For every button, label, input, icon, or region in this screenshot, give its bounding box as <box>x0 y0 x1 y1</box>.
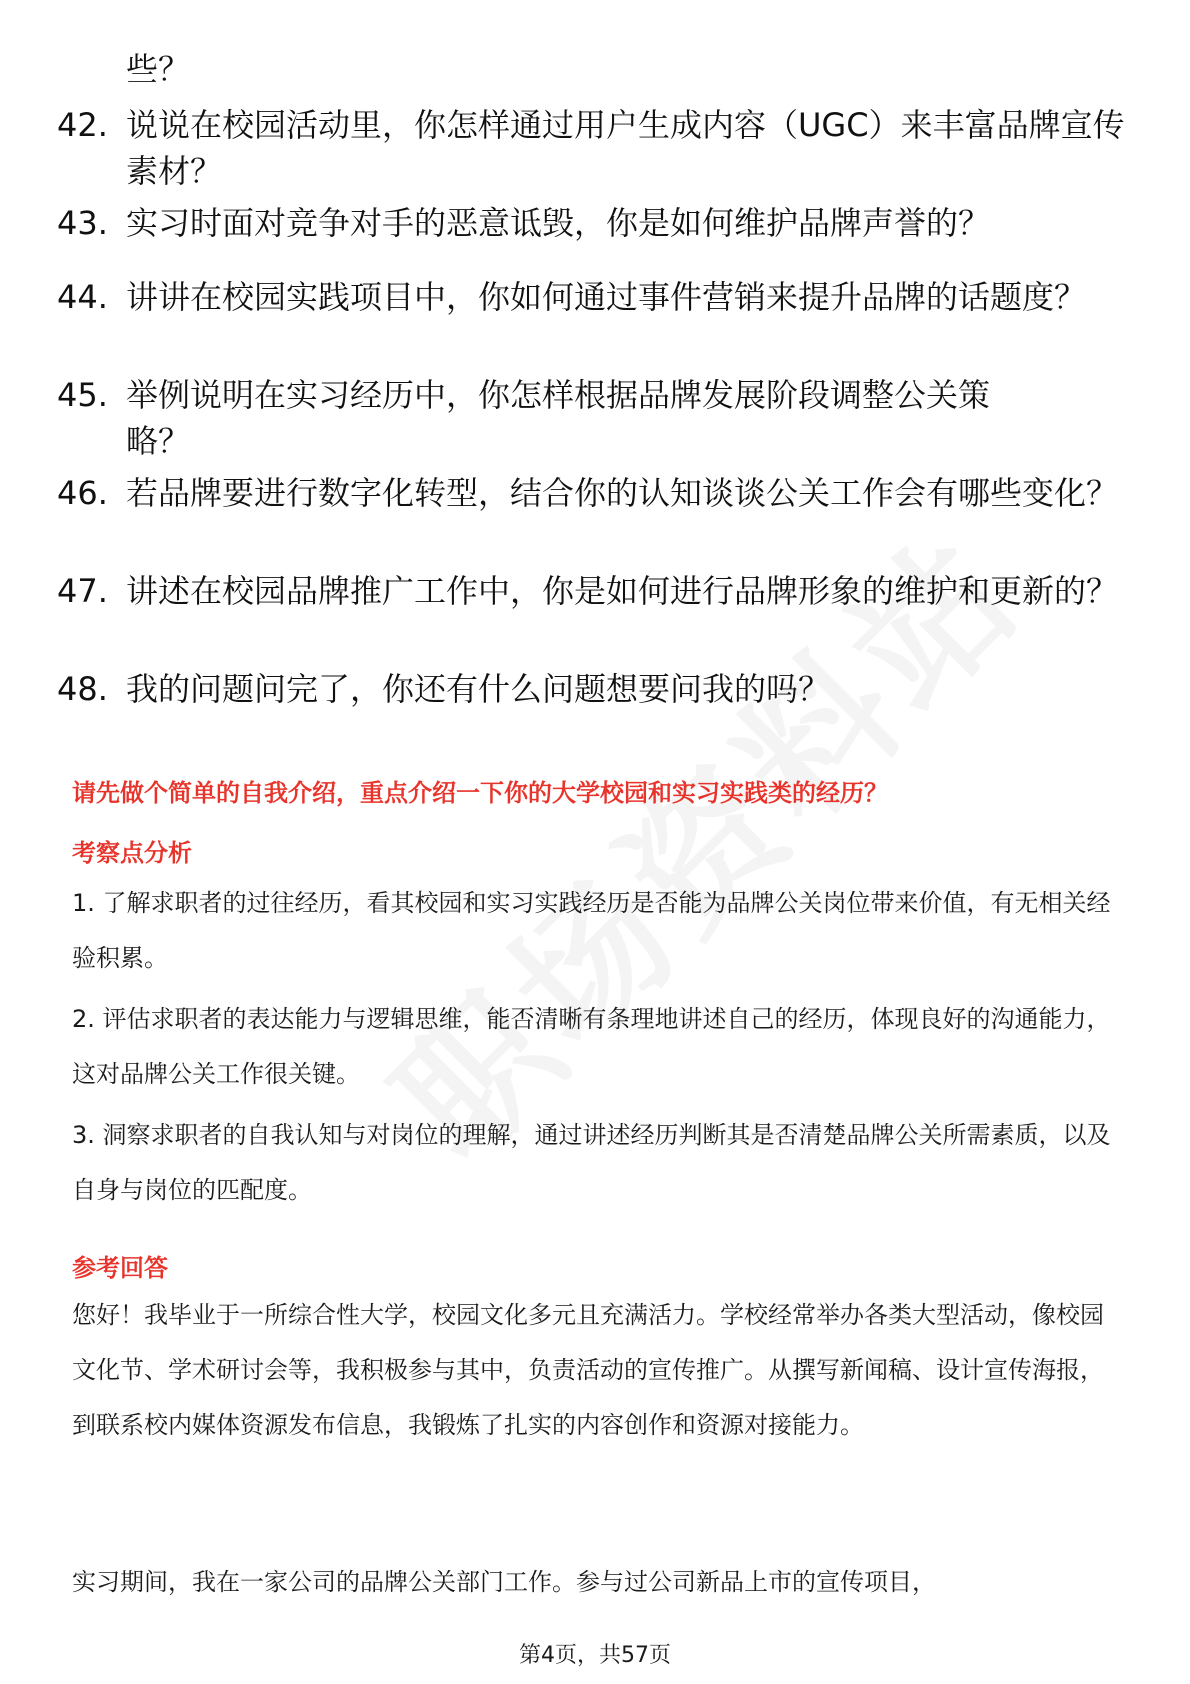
question-item-47 <box>57 568 1137 660</box>
question-text: 若品牌要进行数字化转型，结合你的认知谈谈公关工作会有哪些变化？ <box>126 474 1119 512</box>
answer-paragraph-1: 您好！我毕业于一所综合性大学，校园文化多元且充满活力。学校经常举办各类大型活动，像校园文化节、学术研讨会等，我积极参与其中，负责活动的宣传推广。从撰写新闻稿、设计宣传海报，到联系校内媒体资源发布信息，我锻炼了扎实的内容创作和资源对接能力。 <box>72 1301 1104 1439</box>
question-item-46 <box>57 470 1137 562</box>
section-question: 请先做个简单的自我介绍，重点介绍一下你的大学校园和实习实践类的经历？ <box>72 779 888 807</box>
question-text: 实习时面对竞争对手的恶意诋毁，你是如何维护品牌声誉的？ <box>126 204 991 242</box>
answer-paragraph-2: 实习期间，我在一家公司的品牌公关部门工作。参与过公司新品上市的宣传项目， <box>72 1568 936 1596</box>
analysis-point-2: 2. 评估求职者的表达能力与逻辑思维，能否清晰有条理地讲述自己的经历，体现良好的沟通能力，这对品牌公关工作很关键。 <box>72 1005 1111 1088</box>
question-number: 44. <box>57 278 108 316</box>
question-item-44 <box>57 274 1137 366</box>
question-item-43 <box>57 200 1137 268</box>
question-text: 说说在校园活动里，你怎样通过用户生成内容（UGC）来丰富品牌宣传素材？ <box>126 106 1125 190</box>
question-text: 讲述在校园品牌推广工作中，你是如何进行品牌形象的维护和更新的？ <box>126 572 1119 610</box>
question-list <box>57 102 1137 716</box>
question-item-42 <box>57 102 1137 194</box>
question-number: 46. <box>57 474 108 512</box>
question-number: 43. <box>57 204 108 242</box>
question-item-45 <box>57 372 1137 464</box>
question-number: 48. <box>57 670 108 708</box>
question-text: 举例说明在实习经历中，你怎样根据品牌发展阶段调整公关策略？ <box>126 376 991 460</box>
analysis-point-1: 1. 了解求职者的过往经历，看其校园和实习实践经历是否能为品牌公关岗位带来价值，有无相关经验积累。 <box>72 889 1111 972</box>
analysis-heading: 考察点分析 <box>72 839 192 867</box>
question-text: 我的问题问完了，你还有什么问题想要问我的吗？ <box>126 670 831 708</box>
answer-heading: 参考回答 <box>72 1254 168 1282</box>
question-number: 42. <box>57 106 108 144</box>
question-item-48 <box>57 666 1137 716</box>
question-number: 45. <box>57 376 108 414</box>
analysis-point-3: 3. 洞察求职者的自我认知与对岗位的理解，通过讲述经历判断其是否清楚品牌公关所需素质，以及自身与岗位的匹配度。 <box>72 1121 1111 1204</box>
question-number: 47. <box>57 572 108 610</box>
page-footer: 第4页，共57页 <box>519 1643 671 1668</box>
question-continuation: 些？ <box>126 50 191 88</box>
question-text: 讲讲在校园实践项目中，你如何通过事件营销来提升品牌的话题度？ <box>126 278 1087 316</box>
